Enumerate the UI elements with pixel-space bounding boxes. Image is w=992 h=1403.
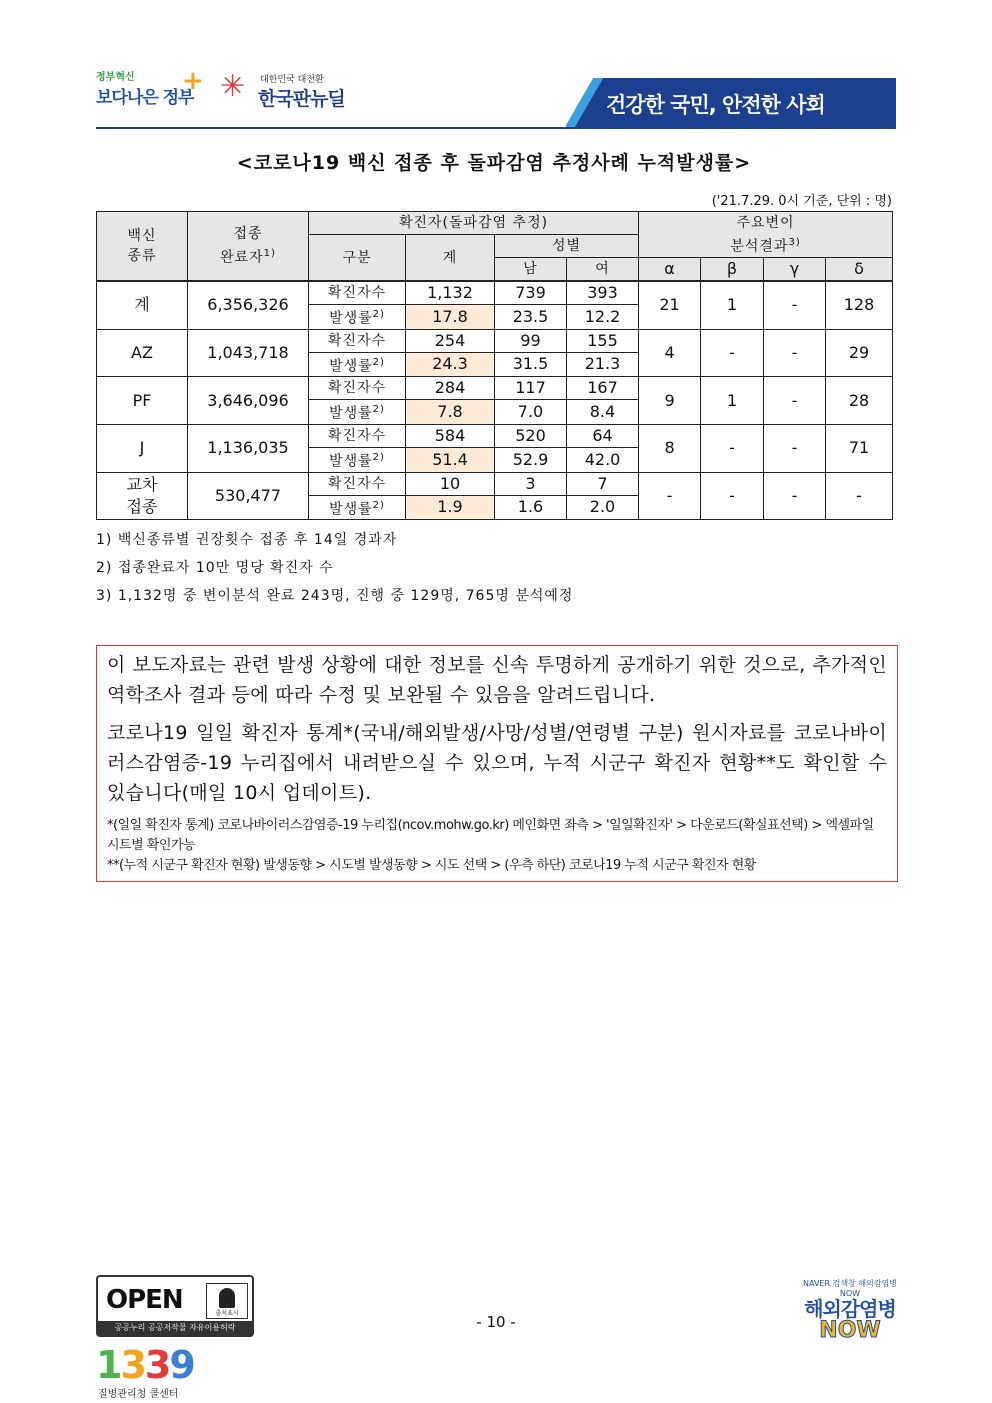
cases-female: 155 [567, 329, 639, 352]
row-name: PF [97, 377, 188, 425]
header-sex: 성별 [495, 235, 639, 258]
page-number: - 10 - [476, 1313, 516, 1331]
table-row [97, 329, 893, 352]
rate-male: 7.0 [495, 400, 567, 425]
rate-male: 31.5 [495, 352, 567, 377]
page-title: <코로나19 백신 접종 후 돌파감염 추정사례 누적발생률> [236, 152, 752, 174]
cases-total: 284 [406, 377, 495, 400]
breakthrough-infection-table [96, 211, 893, 520]
header-male: 남 [495, 258, 567, 282]
footnote-3: 3) 1,132명 중 변이분석 완료 243명, 진행 중 129명, 765명 분석예정 [96, 588, 574, 604]
cases-female: 167 [567, 377, 639, 400]
variant-delta: 128 [826, 281, 893, 329]
variant-alpha: 8 [639, 424, 701, 472]
variant-alpha: - [639, 472, 701, 520]
variant-delta: 71 [826, 424, 893, 472]
rate-female: 42.0 [567, 447, 639, 472]
header-total: 계 [406, 235, 495, 282]
rate-male: 1.6 [495, 495, 567, 520]
row-label-rate: 발생률$^{2)}$ [309, 305, 406, 330]
row-label-cases: 확진자수 [309, 329, 406, 352]
header-delta: δ [826, 258, 893, 282]
header-category: 구분 [309, 235, 406, 282]
variant-beta: - [701, 329, 764, 377]
variant-alpha: 4 [639, 329, 701, 377]
row-label-cases: 확진자수 [309, 281, 406, 305]
header-divider [96, 127, 896, 129]
overseas-infection-now-logo [800, 1278, 900, 1343]
rate-female: 2.0 [567, 495, 639, 520]
now-main-text: 해외감염병 [804, 1297, 896, 1321]
variant-beta: - [701, 472, 764, 520]
notice-paragraph-1: 이 보도자료는 관련 발생 상황에 대한 정보를 신속 투명하게 공개하기 위한 것으로, 추가적인 역학조사 결과 등에 따라 수정 및 보완될 수 있음을 알려드립니다. [107, 654, 887, 706]
variant-gamma: - [764, 281, 826, 329]
row-label-rate: 발생률$^{2)}$ [309, 447, 406, 472]
row-label-rate: 발생률$^{2)}$ [309, 495, 406, 520]
rate-female: 12.2 [567, 305, 639, 330]
row-label-rate: 발생률$^{2)}$ [309, 352, 406, 377]
notice-box [96, 645, 898, 882]
variant-gamma: - [764, 329, 826, 377]
logo2-top-text: 대한민국 대전환 [260, 75, 324, 85]
footnote-1: 1) 백신종류별 권장횟수 접종 후 14일 경과자 [96, 532, 398, 548]
row-completed: 3,646,096 [188, 377, 309, 425]
variant-beta: 1 [701, 377, 764, 425]
notice-footnote-2: **(누적 시군구 확진자 현황) 발생동향 > 시도별 발생동향 > 시도 선택 > (우측 하단) 코로나19 누적 시군구 확진자 현황 [107, 858, 756, 873]
plus-icon: + [182, 66, 204, 96]
cases-female: 64 [567, 424, 639, 447]
asterisk-icon: ✳ [220, 69, 246, 104]
cases-female: 7 [567, 472, 639, 495]
rate-total: 24.3 [406, 352, 495, 377]
cases-male: 117 [495, 377, 567, 400]
row-completed: 1,136,035 [188, 424, 309, 472]
cases-male: 739 [495, 281, 567, 305]
header-completed: 접종 완료자$^{1)}$ [188, 212, 309, 282]
rate-female: 21.3 [567, 352, 639, 377]
now-top-text: NAVER 검색창 해외감염병NOW [803, 1279, 897, 1298]
cases-male: 3 [495, 472, 567, 495]
cases-total: 254 [406, 329, 495, 352]
rate-total: 17.8 [406, 305, 495, 330]
logo1-top-text: 정부혁신 [96, 72, 135, 83]
table-row [97, 281, 893, 305]
row-name: J [97, 424, 188, 472]
row-completed: 6,356,326 [188, 281, 309, 329]
variant-alpha: 9 [639, 377, 701, 425]
rate-female: 8.4 [567, 400, 639, 425]
rate-total: 51.4 [406, 447, 495, 472]
row-label-cases: 확진자수 [309, 424, 406, 447]
variant-delta: 28 [826, 377, 893, 425]
variant-beta: - [701, 424, 764, 472]
cases-male: 99 [495, 329, 567, 352]
header-confirmed-group: 확진자(돌파감염 추정) [309, 212, 639, 235]
rate-total: 1.9 [406, 495, 495, 520]
korean-new-deal-logo [220, 70, 360, 114]
table-row [97, 377, 893, 400]
now-label: NOW [819, 1318, 881, 1343]
row-label-cases: 확진자수 [309, 472, 406, 495]
header-alpha: α [639, 258, 701, 282]
row-name: AZ [97, 329, 188, 377]
row-label-cases: 확진자수 [309, 377, 406, 400]
variant-gamma: - [764, 472, 826, 520]
row-completed: 1,043,718 [188, 329, 309, 377]
variant-alpha: 21 [639, 281, 701, 329]
notice-footnote-1: *(일일 확진자 통계) 코로나바이러스감염증-19 누리집(ncov.mohw.go.kr) 메인화면 좌측 > '일일확진자' > 다운로드(확실표선택) > 엑셀파일 시트별 확인가능 [107, 818, 874, 853]
cases-total: 1,132 [406, 281, 495, 305]
government-innovation-logo [96, 68, 206, 118]
call-center-number: 1339 [96, 1343, 194, 1387]
variant-gamma: - [764, 377, 826, 425]
variant-gamma: - [764, 424, 826, 472]
notice-paragraph-2: 코로나19 일일 확진자 통계*(국내/해외발생/사망/성별/연령별 구분) 원시자료를 코로나바이러스감염증-19 누리집에서 내려받으실 수 있으며, 누적 시군구 확진자 현황**도 확인할 수 있습니다(매일 10시 업데이트). [107, 722, 887, 804]
variant-delta: - [826, 472, 893, 520]
row-label-rate: 발생률$^{2)}$ [309, 400, 406, 425]
footnote-2: 2) 접종완료자 10만 명당 확진자 수 [96, 560, 334, 576]
call-center-1339-logo [96, 1345, 206, 1403]
open-label: OPEN [106, 1285, 183, 1315]
header-vaccine-type: 백신 종류 [97, 212, 188, 282]
call-center-caption: 질병관리청 콜센터 [98, 1389, 179, 1400]
open-badge-text: 공공누리 공공저작물 자유이용허락 [98, 1321, 252, 1335]
table-basis-note: ('21.7.29. 0시 기준, 단위 : 명) [711, 194, 892, 209]
logo1-main-text: 보다나은 정부 [96, 88, 194, 108]
variant-delta: 29 [826, 329, 893, 377]
rate-male: 23.5 [495, 305, 567, 330]
header-variant-group: 주요변이 분석결과$^{3)}$ [639, 212, 893, 258]
header-female: 여 [567, 258, 639, 282]
row-name: 계 [97, 281, 188, 329]
slogan-text: 건강한 국민, 안전한 사회 [606, 93, 825, 117]
cases-male: 520 [495, 424, 567, 447]
slogan-banner [566, 78, 896, 128]
cases-total: 10 [406, 472, 495, 495]
rate-male: 52.9 [495, 447, 567, 472]
row-completed: 530,477 [188, 472, 309, 520]
open-type: 출처표시 [215, 1310, 239, 1317]
header-beta: β [701, 258, 764, 282]
rate-total: 7.8 [406, 400, 495, 425]
variant-beta: 1 [701, 281, 764, 329]
row-name: 교차 접종 [97, 472, 188, 520]
header-gamma: γ [764, 258, 826, 282]
table-row [97, 472, 893, 495]
cases-female: 393 [567, 281, 639, 305]
table-row [97, 424, 893, 447]
page-header [96, 60, 896, 130]
cases-total: 584 [406, 424, 495, 447]
table-footnotes [96, 526, 573, 610]
logo2-main-text: 한국판뉴딜 [258, 88, 345, 110]
